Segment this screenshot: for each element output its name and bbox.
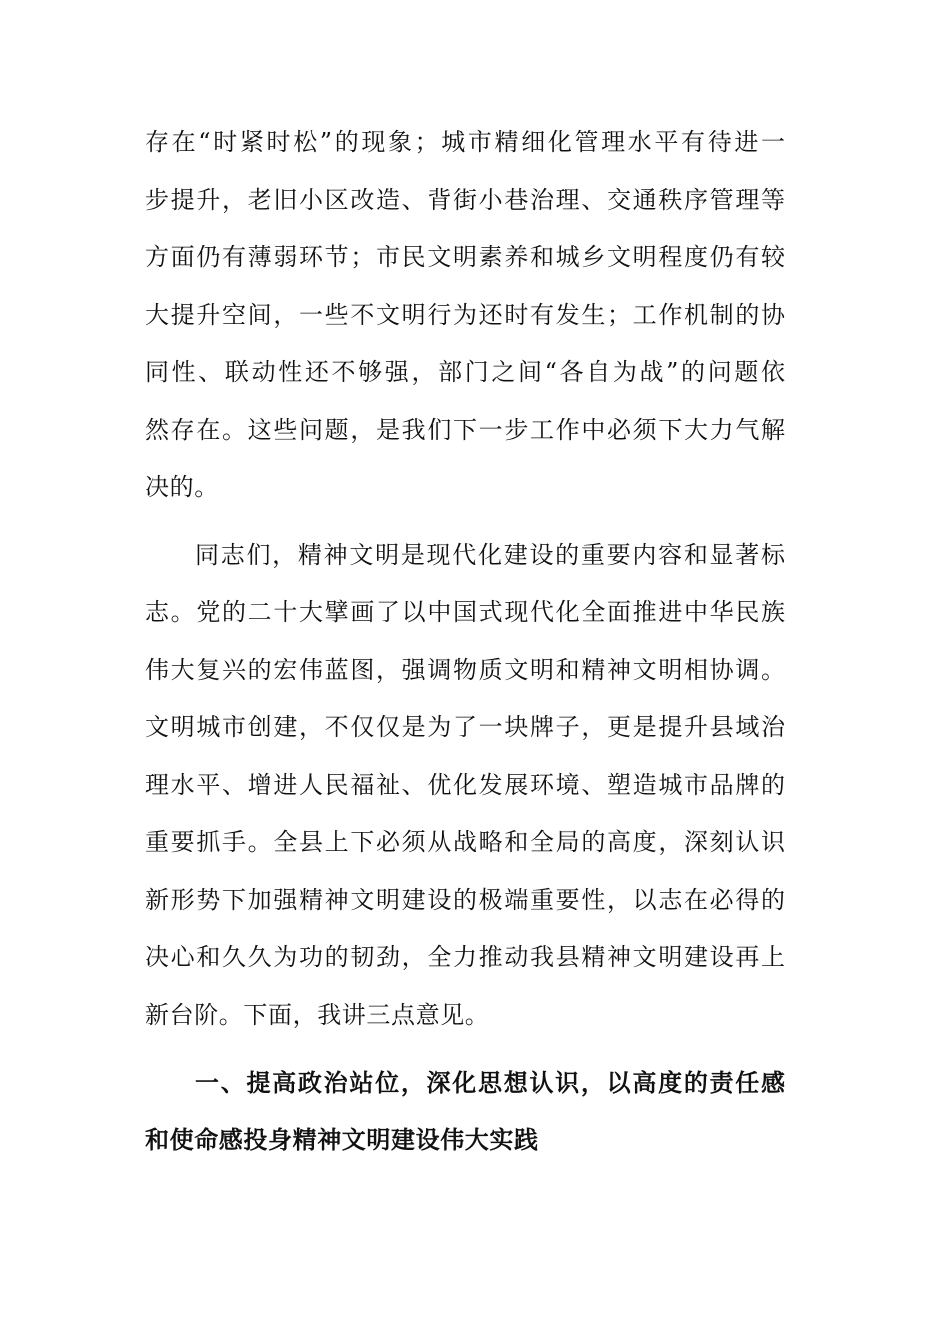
paragraph-line: 伟大复兴的宏伟蓝图，强调物质文明和精神文明相协调。 (145, 656, 785, 684)
paragraph-line: 然存在。这些问题，是我们下一步工作中必须下大力气解 (145, 416, 785, 444)
heading-line: 和使命感投身精神文明建设伟大实践 (145, 1126, 539, 1154)
paragraph-line: 同志们，精神文明是现代化建设的重要内容和显著标 (195, 541, 785, 569)
paragraph-line: 存在“时紧时松”的现象；城市精细化管理水平有待进一 (145, 128, 785, 156)
paragraph-line: 文明城市创建，不仅仅是为了一块牌子，更是提升县域治 (145, 713, 785, 741)
paragraph-line: 同性、联动性还不够强，部门之间“各自为战”的问题依 (145, 358, 785, 386)
paragraph-line: 志。党的二十大擘画了以中国式现代化全面推进中华民族 (145, 598, 785, 626)
paragraph-line: 决的。 (145, 473, 219, 501)
heading-line: 一、提高政治站位，深化思想认识，以高度的责任感 (195, 1069, 785, 1097)
paragraph-line: 大提升空间，一些不文明行为还时有发生；工作机制的协 (145, 301, 785, 329)
paragraph-line: 决心和久久为功的韧劲，全力推动我县精神文明建设再上 (145, 943, 785, 971)
paragraph-line: 新形势下加强精神文明建设的极端重要性，以志在必得的 (145, 886, 785, 914)
paragraph-line: 理水平、增进人民福祉、优化发展环境、塑造城市品牌的 (145, 771, 785, 799)
paragraph-line: 新台阶。下面，我讲三点意见。 (145, 1001, 490, 1029)
paragraph-line: 步提升，老旧小区改造、背街小巷治理、交通秩序管理等 (145, 186, 785, 214)
paragraph-line: 方面仍有薄弱环节；市民文明素养和城乡文明程度仍有较 (145, 243, 785, 271)
paragraph-line: 重要抓手。全县上下必须从战略和全局的高度，深刻认识 (145, 828, 785, 856)
